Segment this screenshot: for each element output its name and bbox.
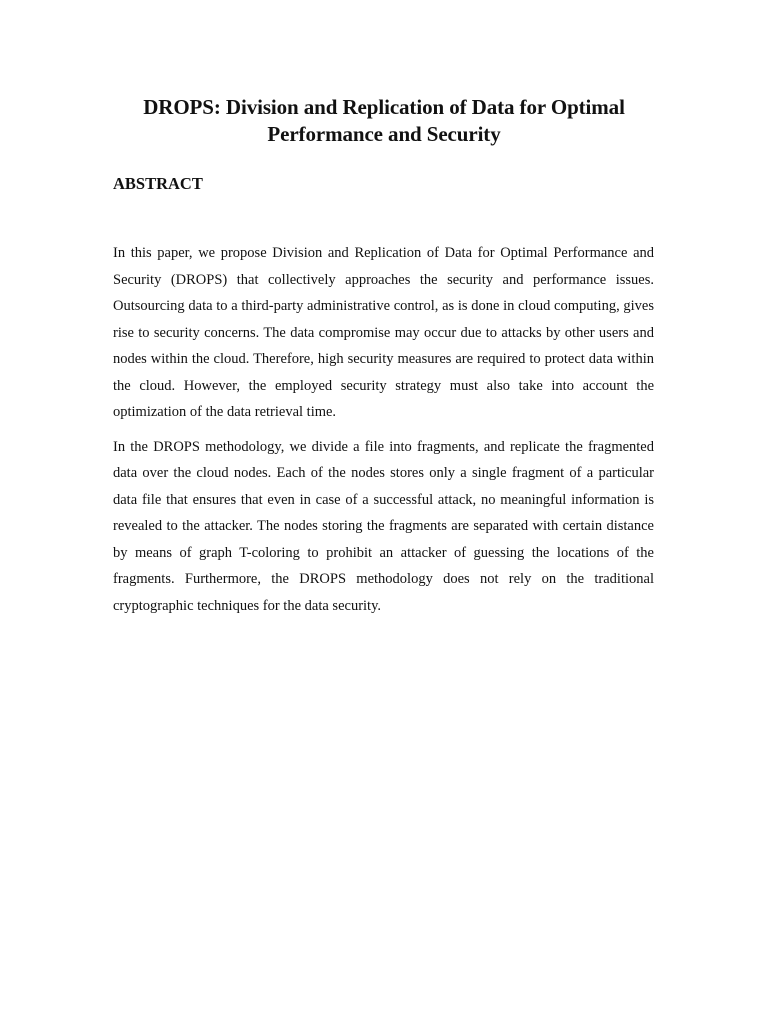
paper-title: DROPS: Division and Replication of Data for Optimal Performance and Security <box>143 95 625 146</box>
abstract-heading: ABSTRACT <box>113 174 203 193</box>
abstract-paragraph-2: In the DROPS methodology, we divide a file into fragments, and replicate the fragmented data over the cloud nodes. Each of the nodes stores only a single fragment of a particular data file that ensures that even in case of a successful attack, no meaningful information is revealed to the attacker. The nodes storing the fragments are separated with certain distance by means of graph T-coloring to prohibit an attacker of guessing the locations of the fragments. Furthermore, the DROPS methodology does not rely on the traditional cryptographic techniques for the data security. <box>113 438 654 614</box>
abstract-paragraph-1: In this paper, we propose Division and Replication of Data for Optimal Performance and Security (DROPS) that collectively approaches the security and performance issues. Outsourcing data to a third-party administrative control, as is done in cloud computing, gives rise to security concerns. The data compromise may occur due to attacks by other users and nodes within the cloud. Therefore, high security measures are required to protect data within the cloud. However, the employed security strategy must also take into account the optimization of the data retrieval time. <box>113 245 654 420</box>
abstract-body <box>113 240 654 627</box>
